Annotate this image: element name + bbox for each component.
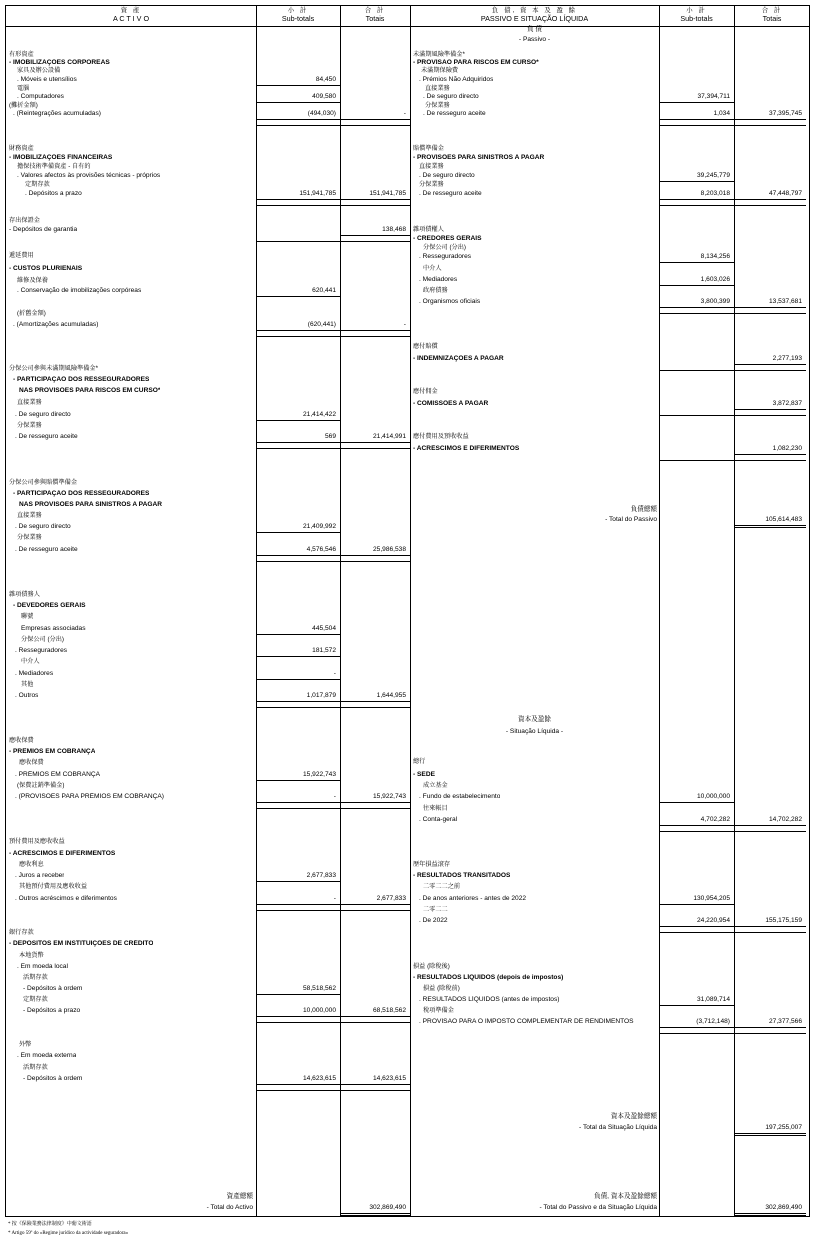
- assets-subtotal-rule: [256, 420, 340, 421]
- assets-row-total: 138,468: [382, 226, 406, 233]
- total-passivo-label-zh: 負債總額: [630, 506, 657, 513]
- total-passivo-label: - Total do Passivo: [605, 516, 657, 523]
- assets-total-rule: [340, 1016, 410, 1017]
- assets-subtotal-rule: [256, 199, 340, 200]
- liabilities-row-label: - RESULTADOS LÍQUIDOS (depois de impostos): [413, 974, 564, 981]
- assets-row-total: 15,922,743: [372, 793, 406, 800]
- assets-row-label-zh: 分保業務: [17, 422, 42, 429]
- assets-subtotal-rule: [256, 442, 340, 443]
- assets-row-subtotal: 445,504: [312, 625, 336, 632]
- assets-row-label: . Depósitos a prazo: [25, 190, 82, 197]
- assets-row-subtotal: 10,000,000: [302, 1007, 336, 1014]
- header-subtotals-2: [659, 6, 734, 27]
- liabilities-row-label: . PROVISÃO PARA O IMPOSTO COMPLEMENTAR DE RENDIMENTOS: [419, 1018, 634, 1025]
- liabilities-row-label: . Conta-geral: [419, 816, 458, 823]
- header-rule: [6, 26, 809, 27]
- double-total-rule: [734, 1133, 806, 1136]
- assets-row-label: . Resseguradores: [15, 647, 68, 654]
- assets-row-label-zh: 分保公司 (分出): [21, 636, 64, 643]
- assets-row-label: - DEPÓSITOS EM INSTITUIÇÕES DE CRÉDITO: [9, 940, 154, 947]
- liabilities-row-subtotal: 1,034: [713, 110, 730, 117]
- assets-row-label: . Conservação de imobilizações corpóreas: [17, 287, 142, 294]
- header-tot2-pt: Totais: [762, 14, 782, 23]
- assets-subtotal-rule: [256, 679, 340, 680]
- liabilities-row-subtotal: 31,089,714: [696, 996, 730, 1003]
- liabilities-subtotal-rule: [659, 825, 734, 826]
- header-tot2-zh: 合 計: [761, 7, 783, 14]
- assets-row-total: 68,518,562: [372, 1007, 406, 1014]
- assets-subtotal-rule: [256, 555, 340, 556]
- assets-row-label: Empresas associadas: [21, 625, 86, 632]
- assets-row-label-zh: 聯號: [21, 613, 34, 620]
- total-activo-label: - Total do Activo: [206, 1204, 253, 1211]
- liabilities-row-subtotal: 1,603,026: [700, 276, 730, 283]
- liabilities-row-label: - RESULTADOS TRANSITADOS: [413, 872, 511, 879]
- liabilities-row-total: 14,702,282: [768, 816, 802, 823]
- assets-row-total: 2,677,833: [376, 895, 406, 902]
- liabilities-row-subtotal: 39,245,779: [696, 172, 730, 179]
- liabilities-total-rule: [734, 825, 806, 826]
- assets-section-rule: [256, 707, 410, 708]
- liabilities-total-rule: [734, 119, 806, 120]
- liabilities-subtotal-rule: [659, 1005, 734, 1006]
- assets-row-label: - CUSTOS PLURIENAIS: [9, 265, 83, 272]
- assets-row-subtotal: (620,441): [307, 321, 336, 328]
- liabilities-total-rule: [734, 307, 806, 308]
- liabilities-section-rule: [659, 932, 806, 933]
- liabilities-row-label-zh: 應付賠償: [413, 343, 438, 350]
- assets-row-label: . (PROVISÕES PARA PRÊMIOS EM COBRANÇA): [15, 793, 164, 800]
- liabilities-row-label: . De 2022: [419, 917, 448, 924]
- assets-total-rule: [340, 802, 410, 803]
- assets-row-label: . De resseguro aceite: [15, 546, 78, 553]
- passivo-heading-pt: - Passivo -: [518, 36, 551, 43]
- assets-row-label: . De seguro directo: [15, 411, 71, 418]
- assets-row-label-zh: 活期存款: [23, 1064, 48, 1071]
- assets-section-rule: [256, 808, 410, 809]
- liabilities-row-subtotal: 130,954,205: [693, 895, 730, 902]
- liabilities-row-label-zh: 雜項債權人: [413, 226, 444, 233]
- assets-row-label-zh: 有形資產: [9, 51, 34, 58]
- assets-row-subtotal: -: [333, 670, 336, 677]
- liabilities-total-rule: [734, 454, 806, 455]
- assets-row-total: 14,623,615: [372, 1075, 406, 1082]
- assets-row-label-zh: 遞延費用: [9, 252, 34, 259]
- assets-row-total: 151,941,785: [369, 190, 406, 197]
- liabilities-row-subtotal: 3,800,399: [700, 298, 730, 305]
- assets-row-label-zh: 銀行存款: [9, 929, 34, 936]
- assets-row-label: . PRÊMIOS EM COBRANÇA: [15, 771, 100, 778]
- column-divider: [410, 6, 411, 1216]
- assets-subtotal-rule: [256, 904, 340, 905]
- liabilities-section-rule: [659, 1033, 806, 1034]
- balance-sheet: [5, 5, 810, 1217]
- assets-row-label-zh: 分保業務: [17, 534, 42, 541]
- liabilities-subtotal-rule: [659, 926, 734, 927]
- assets-section-rule: [256, 910, 410, 911]
- assets-subtotal-rule: [256, 85, 340, 86]
- liabilities-subtotal-rule: [659, 307, 734, 308]
- liabilities-row-label-zh: 分保業務: [425, 102, 450, 109]
- header-totals: [340, 6, 410, 27]
- assets-row-subtotal: 151,941,785: [299, 190, 336, 197]
- assets-row-label-zh: (折舊金額): [17, 310, 46, 317]
- header-liab-zh: 負 債, 資 本 及 盈 餘: [491, 7, 578, 14]
- header-sub2-pt: Sub-totals: [680, 14, 713, 23]
- assets-row-label-zh: 電腦: [17, 85, 30, 92]
- assets-row-subtotal: 2,677,833: [306, 872, 336, 879]
- liabilities-row-label: - ACRÉSCIMOS E DIFERIMENTOS: [413, 445, 520, 452]
- assets-total-rule: [340, 701, 410, 702]
- assets-row-label: . Mediadores: [15, 670, 54, 677]
- liabilities-row-label: . De seguro directo: [423, 93, 479, 100]
- liabilities-subtotal-rule: [659, 181, 734, 182]
- assets-section-rule: [256, 125, 410, 126]
- liabilities-section-rule: [659, 313, 806, 314]
- assets-subtotal-rule: [256, 634, 340, 635]
- double-total-rule: [734, 1213, 806, 1216]
- liabilities-section-rule: [659, 125, 806, 126]
- assets-total-rule: [340, 904, 410, 905]
- liabilities-row-total: 1,082,230: [772, 445, 802, 452]
- assets-section-rule: [256, 1090, 410, 1091]
- assets-total-rule: [340, 235, 410, 236]
- assets-subtotal-rule: [256, 296, 340, 297]
- assets-row-label: . (Amortizações acumuladas): [13, 321, 99, 328]
- assets-row-label: - Depósitos a prazo: [23, 1007, 81, 1014]
- assets-row-label: NAS PROVISÕES PARA RISCOS EM CURSO*: [19, 387, 161, 394]
- assets-row-subtotal: 21,409,992: [302, 523, 336, 530]
- column-divider: [659, 6, 660, 1216]
- liabilities-row-total: 47,448,797: [768, 190, 802, 197]
- header-liabilities: [410, 6, 659, 27]
- liabilities-row-subtotal: (3,712,148): [696, 1018, 730, 1025]
- assets-subtotal-rule: [256, 701, 340, 702]
- assets-subtotal-rule: [256, 994, 340, 995]
- assets-row-subtotal: 1,017,879: [306, 692, 336, 699]
- assets-subtotal-rule: [256, 881, 340, 882]
- assets-row-label-zh: 本地貨幣: [19, 952, 44, 959]
- assets-row-subtotal: -: [333, 793, 336, 800]
- total-equity-label-zh: 資本及盈餘總額: [610, 1113, 657, 1120]
- liabilities-row-label: . Mediadores: [419, 276, 458, 283]
- liabilities-row-label-zh: 損益 (除稅後): [413, 963, 450, 970]
- equity-heading-pt: - Situação Líquida -: [505, 728, 564, 735]
- total-equity-label: - Total da Situação Líquida: [579, 1124, 657, 1131]
- liabilities-row-total: 155,175,159: [765, 917, 802, 924]
- assets-total-rule: [340, 199, 410, 200]
- assets-row-label-zh: 分保公司參與未滿期風險準備金*: [9, 365, 99, 372]
- assets-subtotal-rule: [256, 1084, 340, 1085]
- liabilities-row-label-zh: 未滿期風險準備金*: [413, 51, 465, 58]
- assets-row-label-zh: 預付費用及應收收益: [9, 838, 65, 845]
- liabilities-row-label: - CREDORES GERAIS: [413, 235, 482, 242]
- assets-section-rule: [256, 336, 410, 337]
- footnote-zh: * 按《保險業務法律制度》中葡文術語: [8, 1222, 92, 1227]
- assets-row-total: 21,414,991: [372, 433, 406, 440]
- assets-row-label-zh: 家具及辦公設備: [17, 67, 61, 74]
- assets-row-label: . Em moeda externa: [17, 1052, 77, 1059]
- assets-row-subtotal: 409,580: [312, 93, 336, 100]
- column-divider: [734, 6, 735, 1216]
- liabilities-row-label-zh: 直接業務: [419, 163, 444, 170]
- liabilities-row-label: . De resseguro aceite: [419, 190, 482, 197]
- assets-row-subtotal: 4,576,546: [306, 546, 336, 553]
- liabilities-row-subtotal: 37,394,711: [697, 93, 730, 100]
- liabilities-subtotal-rule: [659, 199, 734, 200]
- assets-row-subtotal: 21,414,422: [302, 411, 336, 418]
- header-sub2-zh: 小 計: [686, 7, 707, 14]
- assets-row-total: 25,986,538: [372, 546, 406, 553]
- header-sub-zh: 小 計: [287, 7, 309, 14]
- liabilities-row-label-zh: 賠償準備金: [413, 145, 444, 152]
- assets-subtotal-rule: [256, 802, 340, 803]
- grand-total-label: - Total do Passivo e da Situação Líquida: [539, 1204, 657, 1211]
- liabilities-section-rule: [659, 415, 806, 416]
- liabilities-subtotal-rule: [659, 102, 734, 103]
- liabilities-section-rule: [659, 370, 806, 371]
- equity-heading-zh: 資本及盈餘: [518, 716, 551, 723]
- liabilities-subtotal-rule: [659, 262, 734, 263]
- assets-row-label-zh: 分保公司參與賠償準備金: [9, 479, 78, 486]
- assets-row-label: - Depósitos à ordem: [23, 985, 83, 992]
- assets-subtotal-rule: [256, 780, 340, 781]
- assets-total-rule: [340, 442, 410, 443]
- liabilities-row-subtotal: 8,134,256: [700, 253, 730, 260]
- assets-section-rule: [256, 205, 410, 206]
- assets-row-subtotal: 620,441: [312, 287, 336, 294]
- liabilities-total-rule: [734, 926, 806, 927]
- assets-row-label: - Depósitos à ordem: [23, 1075, 83, 1082]
- assets-row-label-zh: (保費註銷準備金): [17, 782, 65, 789]
- assets-total-rule: [340, 1084, 410, 1085]
- assets-row-label: . (Reintegrações acumuladas): [13, 110, 101, 117]
- assets-row-label: - Depósitos de garantia: [9, 226, 78, 233]
- assets-subtotal-rule: [256, 532, 340, 533]
- assets-row-total: -: [403, 110, 406, 117]
- assets-row-label: . Valores afectos às provisões técnicas - próprios: [17, 172, 161, 179]
- assets-row-subtotal: -: [333, 895, 336, 902]
- total-passivo-value: 105,614,483: [765, 516, 802, 523]
- assets-row-label-zh: 財務資產: [9, 145, 34, 152]
- assets-row-label-zh: 應收利息: [19, 861, 44, 868]
- liabilities-row-subtotal: 10,000,000: [696, 793, 730, 800]
- liabilities-row-total: 2,277,193: [772, 355, 802, 362]
- assets-row-label: . Outros acréscimos e diferimentos: [15, 895, 117, 902]
- liabilities-row-label: - PROVISAO PARA RISCOS EM CURSO*: [413, 59, 539, 66]
- assets-row-label: - PRÊMIOS EM COBRANÇA: [9, 748, 96, 755]
- header-totals-2: [734, 6, 810, 27]
- liabilities-section-rule: [659, 205, 806, 206]
- liabilities-row-label: . De resseguro aceite: [423, 110, 486, 117]
- liabilities-row-label: - COMISSÕES A PAGAR: [413, 400, 489, 407]
- assets-row-label: . Móveis e utensílios: [17, 76, 77, 83]
- liabilities-row-label-zh: 未滿期保險費: [421, 67, 459, 74]
- liabilities-row-total: 37,395,745: [768, 110, 802, 117]
- total-activo-value: 302,869,490: [369, 1204, 406, 1211]
- liabilities-row-label: . De seguro directo: [419, 172, 475, 179]
- assets-row-label: - DEVEDORES GERAIS: [13, 602, 86, 609]
- assets-row-label: . Computadores: [17, 93, 64, 100]
- liabilities-total-rule: [734, 1027, 806, 1028]
- assets-row-label: . Em moeda local: [17, 963, 68, 970]
- grand-total-value: 302,869,490: [765, 1204, 802, 1211]
- assets-row-subtotal: 15,922,743: [302, 771, 336, 778]
- header-subtotals: [256, 6, 340, 27]
- liabilities-section-rule: [659, 460, 806, 461]
- assets-subtotal-rule: [256, 1016, 340, 1017]
- assets-row-label-zh: (攤折金額): [9, 102, 38, 109]
- assets-row-label-zh: 直接業務: [17, 512, 42, 519]
- liabilities-row-subtotal: 8,203,018: [700, 190, 730, 197]
- assets-row-label-zh: 定期存款: [25, 181, 50, 188]
- liabilities-row-label-zh: 稅項準備金: [423, 1007, 454, 1014]
- assets-row-label-zh: 存出保證金: [9, 217, 40, 224]
- assets-row-label-zh: 維修及保養: [17, 277, 48, 284]
- double-total-rule: [734, 525, 806, 528]
- liabilities-row-label-zh: 中介人: [423, 265, 442, 272]
- assets-subtotal-rule: [256, 102, 340, 103]
- liabilities-row-label: . Fundo de estabelecimento: [419, 793, 501, 800]
- assets-row-label-zh: 應收保費: [19, 759, 44, 766]
- liabilities-row-label-zh: 總行: [413, 758, 426, 765]
- liabilities-row-subtotal: 24,220,954: [696, 917, 730, 924]
- assets-total-rule: [340, 119, 410, 120]
- assets-row-label: - IMOBILIZAÇÕES CORPOREAS: [9, 59, 110, 66]
- liabilities-subtotal-rule: [659, 285, 734, 286]
- assets-row-label: . Juros a receber: [15, 872, 65, 879]
- liabilities-section-rule: [659, 831, 806, 832]
- total-activo-label-zh: 資產總額: [226, 1193, 253, 1200]
- column-divider: [340, 6, 341, 1216]
- passivo-heading-zh: 負 債: [526, 26, 543, 33]
- liabilities-row-label-zh: 歷年損益滾存: [413, 861, 451, 868]
- header-liab-pt: PASSIVO E SITUAÇÃO LÍQUIDA: [480, 14, 589, 23]
- liabilities-row-label-zh: 政府債務: [423, 287, 448, 294]
- assets-row-subtotal: 84,450: [315, 76, 336, 83]
- assets-row-label-zh: 應收保費: [9, 737, 34, 744]
- liabilities-row-label: . RESULTADOS LÍQUIDOS (antes de impostos): [419, 996, 560, 1003]
- assets-row-label: - IMOBILIZAÇÕES FINANCEIRAS: [9, 154, 113, 161]
- liabilities-total-rule: [734, 199, 806, 200]
- assets-subtotal-rule: [256, 330, 340, 331]
- liabilities-row-label-zh: 直接業務: [425, 85, 450, 92]
- assets-row-label: NAS PROVISÕES PARA SINISTROS A PAGAR: [19, 501, 163, 508]
- double-total-rule: [340, 1213, 410, 1216]
- liabilities-row-label-zh: 損益 (除稅前): [423, 985, 460, 992]
- assets-section-rule: [256, 1022, 410, 1023]
- assets-row-label: - ACRÉSCIMOS E DIFERIMENTOS: [9, 850, 116, 857]
- assets-row-subtotal: 58,518,562: [302, 985, 336, 992]
- assets-row-label-zh: 活期存款: [23, 974, 48, 981]
- liabilities-row-label: - PROVISÕES PARA SINISTROS A PAGAR: [413, 154, 545, 161]
- assets-row-total: -: [403, 321, 406, 328]
- liabilities-row-label: - SEDE: [413, 771, 435, 778]
- assets-row-label-zh: 定期存款: [23, 996, 48, 1003]
- assets-row-label: . De seguro directo: [15, 523, 71, 530]
- liabilities-subtotal-rule: [659, 904, 734, 905]
- liabilities-row-label-zh: 成立基金: [423, 782, 448, 789]
- liabilities-row-label-zh: 應付佣金: [413, 388, 438, 395]
- liabilities-row-total: 3,872,837: [772, 400, 802, 407]
- liabilities-subtotal-rule: [659, 119, 734, 120]
- grand-total-label-zh: 負債, 資本及盈餘總額: [593, 1193, 657, 1200]
- assets-row-label: . Outros: [15, 692, 39, 699]
- liabilities-row-label-zh: 應付費用及預收收益: [413, 433, 469, 440]
- assets-row-label-zh: 雜項債務人: [9, 591, 40, 598]
- liabilities-total-rule: [734, 364, 806, 365]
- liabilities-row-label: . Prémios Não Adquiridos: [419, 76, 494, 83]
- header-tot-pt: Totais: [365, 14, 385, 23]
- assets-row-label-zh: 其他預付費用及應收收益: [19, 883, 88, 890]
- total-equity-value: 197,255,007: [765, 1124, 802, 1131]
- liabilities-row-subtotal: 4,702,282: [700, 816, 730, 823]
- assets-subtotal-rule: [256, 119, 340, 120]
- liabilities-subtotal-rule: [659, 802, 734, 803]
- liabilities-row-total: 27,377,566: [768, 1018, 802, 1025]
- assets-section-rule: [256, 241, 410, 242]
- liabilities-row-label: . De anos anteriores - antes de 2022: [419, 895, 527, 902]
- assets-total-rule: [340, 330, 410, 331]
- header-assets-zh: 資 產: [120, 7, 142, 14]
- liabilities-row-label: . Organismos oficiais: [419, 298, 481, 305]
- header-assets: [6, 6, 256, 27]
- header-assets-pt: A C T I V O: [112, 14, 150, 23]
- liabilities-row-label-zh: 二零二二之前: [423, 883, 461, 890]
- assets-row-total: 1,644,955: [376, 692, 406, 699]
- column-divider: [256, 6, 257, 1216]
- assets-row-label-zh: 其他: [21, 681, 34, 688]
- header-sub-pt: Sub-totals: [281, 14, 315, 23]
- liabilities-row-total: 13,537,681: [768, 298, 802, 305]
- assets-row-subtotal: 569: [324, 433, 336, 440]
- assets-row-label-zh: 中介人: [21, 658, 40, 665]
- header-tot-zh: 合 計: [364, 7, 386, 14]
- assets-row-label-zh: 擔保技術準備資產 - 自有的: [17, 163, 91, 170]
- assets-row-subtotal: (494,030): [307, 110, 336, 117]
- assets-total-rule: [340, 555, 410, 556]
- assets-row-subtotal: 181,572: [312, 647, 336, 654]
- assets-row-subtotal: 14,623,615: [302, 1075, 336, 1082]
- assets-section-rule: [256, 448, 410, 449]
- liabilities-row-label-zh: 往來帳目: [423, 805, 448, 812]
- liabilities-row-label-zh: 分保公司 (分出): [423, 244, 466, 251]
- assets-row-label: . De resseguro aceite: [15, 433, 78, 440]
- assets-subtotal-rule: [256, 656, 340, 657]
- assets-section-rule: [256, 561, 410, 562]
- assets-row-label-zh: 外幣: [19, 1041, 32, 1048]
- liabilities-row-label-zh: 分保業務: [419, 181, 444, 188]
- liabilities-subtotal-rule: [659, 1027, 734, 1028]
- assets-row-label: - PARTICIPAÇÃO DOS RESSEGURADORES: [13, 376, 150, 383]
- liabilities-row-label: . Resseguradores: [419, 253, 472, 260]
- liabilities-row-label: - INDEMNIZAÇÕES A PAGAR: [413, 355, 504, 362]
- footnote-pt: * Artigo 59º do «Regime jurídico da actividade seguradora»: [8, 1231, 129, 1236]
- liabilities-total-rule: [734, 409, 806, 410]
- assets-row-label-zh: 直接業務: [17, 399, 42, 406]
- liabilities-row-label-zh: 二零二二: [423, 906, 448, 913]
- assets-row-label: - PARTICIPAÇÃO DOS RESSEGURADORES: [13, 490, 150, 497]
